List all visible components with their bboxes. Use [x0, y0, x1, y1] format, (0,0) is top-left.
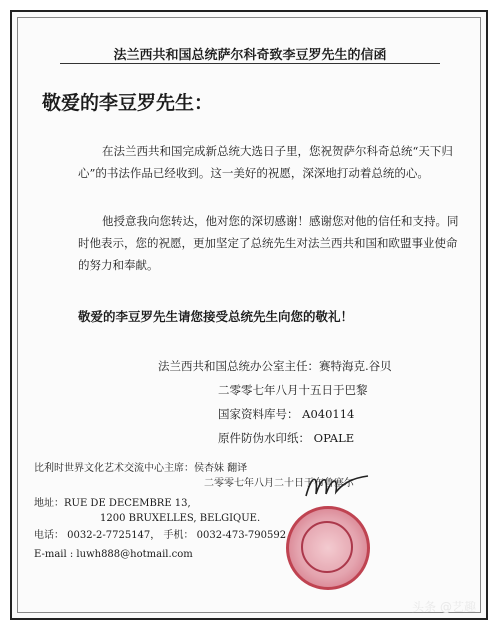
corner-watermark: 头条 @艺趣: [412, 600, 476, 614]
translator-line: 比利时世界文化艺术交流中心主席：侯杏妹 翻译: [34, 463, 248, 474]
email-line: E-mail : luwh888@hotmail.com: [34, 549, 193, 560]
watermark-paper: 原件防伪水印纸： OPALE: [218, 431, 355, 445]
handwritten-signature: [302, 468, 372, 504]
paragraph-2: [78, 210, 468, 276]
paragraph-1: [78, 140, 468, 184]
address-label: 地址：: [34, 498, 64, 509]
official-seal-stamp: [286, 506, 370, 590]
greeting: 敬爱的李豆罗先生：: [42, 92, 214, 114]
signatory: 法兰西共和国总统办公室主任：赛特海克.谷贝: [158, 359, 392, 373]
translation-date: 二零零七年八月二十日于布鲁塞尔: [204, 478, 354, 489]
paragraph-1-text: 在法兰西共和国完成新总统大选日子里，您祝贺萨尔科奇总统“天下归心”的书法作品已经收到。这一美好的祝愿，深深地打动着总统的心。: [78, 144, 453, 180]
address-line-1: [34, 496, 191, 511]
closing-line: 敬爱的李豆罗先生请您接受总统先生向您的敬礼！: [78, 309, 354, 324]
address-street: RUE DE DECEMBRE 13,: [64, 498, 191, 509]
paragraph-2-text: 他授意我向您转达，他对您的深切感谢！感谢您对他的信任和支持。同时他表示，您的祝愿，更加坚定了总统先生对法兰西共和国和欧盟事业使命的努力和奉献。: [78, 214, 459, 272]
address-line-2: 1200 BRUXELLES, BELGIQUE.: [100, 513, 261, 524]
title-underline: [60, 63, 440, 64]
phone-line: 电话： 0032-2-7725147， 手机： 0032-473-790592: [34, 530, 287, 541]
archive-number: 国家资料库号： A040114: [218, 407, 355, 421]
letter-title: 法兰西共和国总统萨尔科奇致李豆罗先生的信函: [113, 48, 387, 63]
letter-date: 二零零七年八月十五日于巴黎: [218, 383, 368, 397]
